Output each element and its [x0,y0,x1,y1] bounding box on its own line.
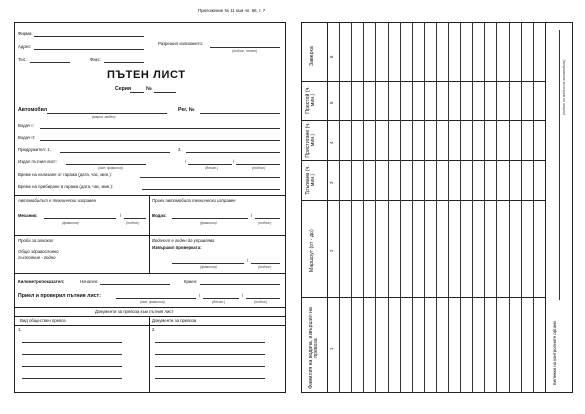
column-route-header: Маршрут (от - до) [309,229,315,272]
entry-row-line [484,22,485,393]
column-arrival-num: 4 [329,141,334,144]
driver1-label: Водач I: [18,123,34,128]
leave-garage-field[interactable] [140,177,280,178]
driver-sign-caption: (подпис на водача на автомобила) [562,59,566,115]
car-ok-out-label: Автомобилът е технически изправен [18,198,97,203]
series-label: Серия [115,86,132,92]
issuer-position-field[interactable] [188,164,232,165]
speedometer-label: Километропоказател: [18,279,65,284]
driver1-field[interactable] [40,128,280,129]
receiving-driver-sign-field[interactable] [255,218,280,219]
acceptor-sign-caption: (подпис) [254,300,268,304]
receiving-driver-label: Водач: [152,213,167,218]
driver2-label: Водач II: [18,135,35,140]
fax-label: Факс: [90,57,101,62]
receiving-driver-name-field[interactable] [172,218,248,219]
entry-row-line [509,22,510,393]
acceptor-position-field[interactable] [203,298,239,299]
reg-label: Рег. № [178,107,195,113]
column-certification-num: 6 [329,55,334,58]
car-caption: (марка, модел) [92,115,116,119]
number-label: № [146,86,152,92]
inspector-notes-label: Бележки на контролните органи [552,321,557,385]
acceptor-position-caption: (длъжн.) [212,300,226,304]
transport-type-line[interactable] [22,378,122,379]
companion1-field[interactable] [60,152,170,153]
entry-row-line [521,22,522,393]
acceptor-name-field[interactable] [116,298,196,299]
checker-name-field[interactable] [172,263,244,264]
companion2-field[interactable] [186,152,280,153]
tel-field[interactable] [30,62,70,63]
entry-row-line [533,22,534,393]
driver2-field[interactable] [40,140,280,141]
issuer-label: Издал пътния лист: [18,159,58,164]
tel-label: Тел.: [18,57,28,62]
address-field[interactable] [34,49,144,50]
column-stop-header: Престой (ч. мин.) [305,86,317,114]
entry-row-line [412,22,413,393]
column-certification-header: Заверка [309,46,315,66]
column-departure-num: 3 [329,181,334,184]
column-driver-num: 1 [329,347,334,350]
column-driver-header: Фамилия на водача, извършил на превоза [308,307,320,389]
driver-fit-label: Водачът е годен да управлява [152,238,215,243]
inspector-notes-line[interactable] [559,30,560,300]
alcohol-test-label: Проба за алкохол [18,238,54,243]
checker-name-caption: (фамилия) [200,265,217,269]
issuer-sign-field[interactable] [236,164,280,165]
entry-row-line [472,22,473,393]
speedo-start-field[interactable] [100,284,170,285]
transport-docs-line[interactable] [155,342,265,343]
transport-type-line[interactable] [22,366,122,367]
issuer-name-field[interactable] [66,164,146,165]
company-field[interactable] [34,36,144,37]
checker-sign-caption: (подпис) [258,265,272,269]
issued-by-label: Разрешил излизането: [158,41,204,46]
entry-row-line [424,22,425,393]
issuer-name-caption: (име, фамилия) [98,166,123,170]
entry-row-line [363,22,364,393]
address-label: Адрес: [18,44,32,49]
mechanic-name-field[interactable] [44,218,116,219]
return-garage-field[interactable] [142,189,280,190]
receiving-driver-name-caption: (фамилия) [200,221,217,225]
speedo-start-label: Начален: [80,279,99,284]
column-route-num: 2 [329,249,334,252]
accepted-label: Приел и проверил пътния лист: [18,293,101,299]
entry-row-line [460,22,461,393]
entry-row-line [436,22,437,393]
transport-docs-header: Документи за превоза [152,318,197,323]
speedo-end-label: Краен: [184,279,198,284]
receiving-driver-sign-caption: (подпис) [258,221,272,225]
issuer-position-caption: (длъжн.) [205,166,219,170]
issuer-sign-caption: (подпис) [252,166,266,170]
entry-row-line [448,22,449,393]
column-stop-num: 5 [329,101,334,104]
company-label: Фирма: [18,31,33,36]
column-arrival-header: Пристигане (ч. мин.) [305,122,317,158]
fax-field[interactable] [104,62,144,63]
series-field[interactable] [130,92,144,93]
mechanic-sign-caption: (подпис) [126,221,140,225]
leave-garage-label: Време на излизане от гаража (дата, час, мин.): [18,172,112,177]
column-departure-header: Тръгване (ч. мин.) [305,165,317,195]
health-state-label: Общо здравословно [18,249,59,254]
documents-header: Документи за превоза към пътния лист [95,309,174,314]
entry-row-line [496,22,497,393]
appendix-note: Приложение № 11 към чл. 66, т. 7 [198,8,266,13]
transport-type-line[interactable] [22,342,122,343]
sign-stamp-caption: (подпис, печат) [232,49,258,53]
number-field[interactable] [154,92,176,93]
reg-field[interactable] [200,113,280,114]
entry-row-line [400,22,401,393]
document-title: ПЪТЕН ЛИСТ [107,69,186,81]
mechanic-name-caption: (фамилия) [62,221,79,225]
car-label: Автомобил [18,107,48,113]
transport-docs-line[interactable] [155,366,265,367]
entry-row-line [375,22,376,393]
transport-docs-line[interactable] [155,378,265,379]
checker-sign-field[interactable] [251,263,280,264]
companion-label: Придружител: 1. [18,147,51,152]
car-ok-in-label: Приех автомобила технически изправен [152,198,236,203]
issued-by-field[interactable] [210,47,280,48]
companion2-label: 2. [178,147,182,152]
transport-docs-num: 2. [152,327,156,332]
checked-by-label: Извършил проверката: [152,245,202,250]
acceptor-name-caption: (име, фамилия) [140,300,165,304]
health-state-label-2: състояние - годно [18,255,56,260]
car-field[interactable] [47,113,167,114]
mechanic-label: Механик: [18,213,38,218]
return-garage-label: Време на прибиране в гаража (дата, час, мин.): [18,184,114,189]
mechanic-sign-field[interactable] [124,218,146,219]
speedo-end-field[interactable] [200,284,280,285]
entry-row-line [388,22,389,393]
transport-docs-line[interactable] [155,354,265,355]
entry-row-line [339,22,340,393]
transport-type-header: Вид обществен превоз [20,318,66,323]
acceptor-sign-field[interactable] [246,298,280,299]
transport-type-line[interactable] [22,354,122,355]
entry-row-line [351,22,352,393]
transport-type-num: 1. [18,327,22,332]
